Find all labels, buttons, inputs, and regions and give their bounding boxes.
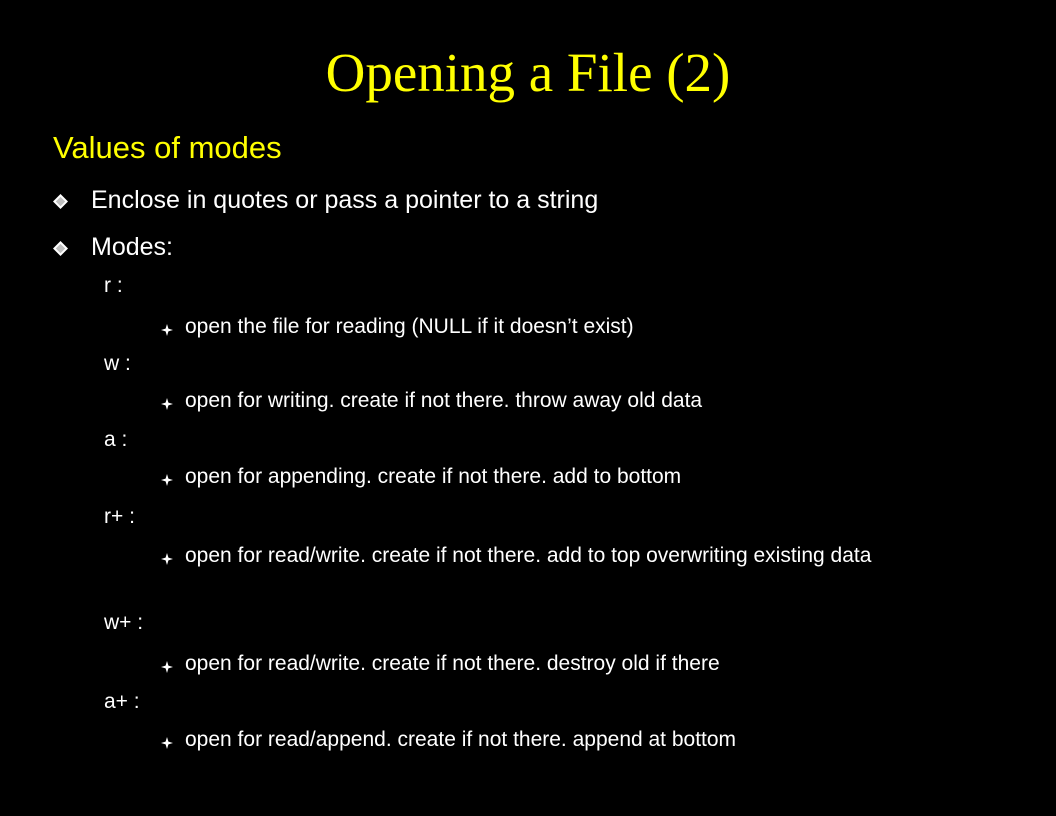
star-bullet-icon — [161, 737, 173, 749]
diamond-bullet-icon — [53, 194, 68, 209]
slide-title: Opening a File (2) — [325, 42, 731, 103]
star-bullet-icon — [161, 474, 173, 486]
mode-description-text: open for writing. create if not there. throw away old data — [185, 389, 703, 412]
mode-label-w: w : — [104, 352, 131, 375]
mode-label-r-plus: r+ : — [104, 505, 135, 528]
mode-description-text: open for read/write. create if not there. destroy old if there — [185, 652, 720, 675]
bullet-text: Modes: — [91, 233, 173, 261]
bullet-text: Enclose in quotes or pass a pointer to a string — [91, 186, 599, 214]
mode-description-text: open for read/write. create if not there. add to top overwriting existing data — [185, 544, 872, 567]
star-bullet-icon — [161, 661, 173, 673]
mode-label-a: a : — [104, 428, 128, 451]
mode-label-r: r : — [104, 274, 123, 297]
star-bullet-icon — [161, 398, 173, 410]
mode-label-a-plus: a+ : — [104, 690, 140, 713]
section-heading: Values of modes — [53, 130, 282, 165]
diamond-bullet-icon — [53, 241, 68, 256]
mode-description-text: open for appending. create if not there. add to bottom — [185, 465, 682, 488]
mode-label-w-plus: w+ : — [104, 611, 144, 634]
mode-description-text: open the file for reading (NULL if it doesn’t exist) — [185, 315, 634, 338]
star-bullet-icon — [161, 553, 173, 565]
mode-description-text: open for read/append. create if not there. append at bottom — [185, 728, 737, 751]
star-bullet-icon — [161, 324, 173, 336]
